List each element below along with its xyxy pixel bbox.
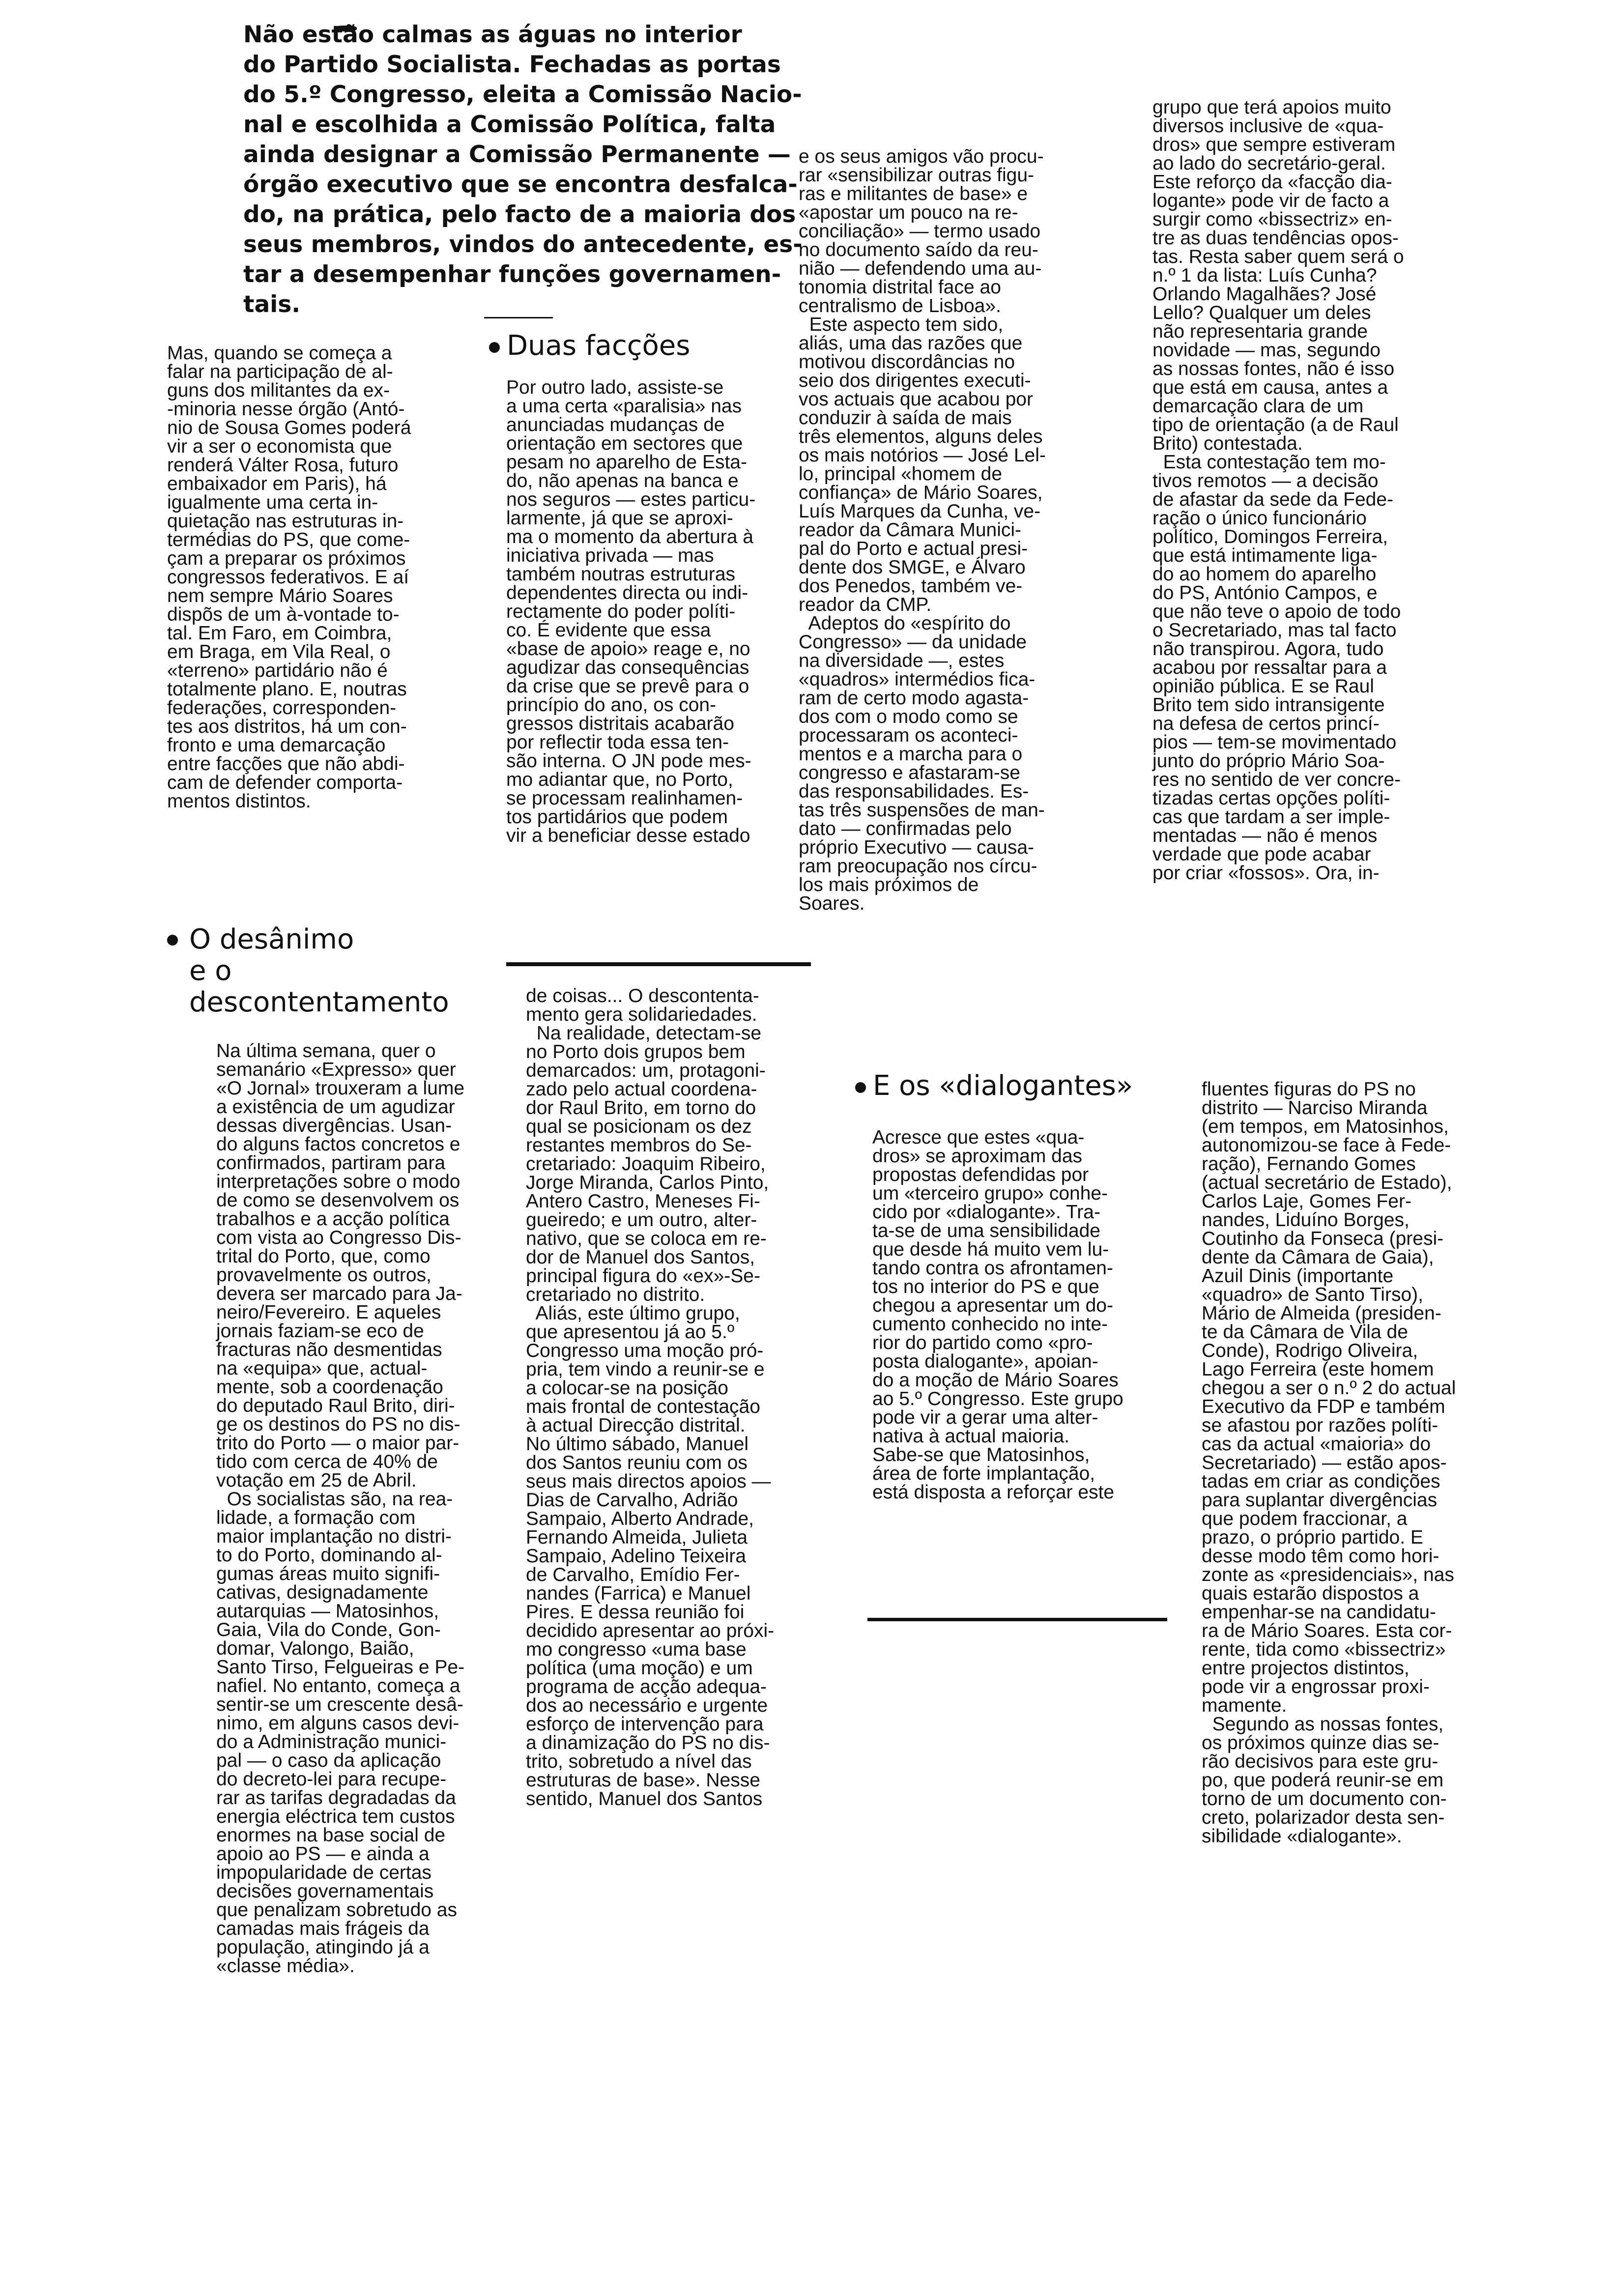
heading-desanimo-text: O desânimo e o descontentamento [189,923,449,1018]
divider-short [484,317,553,318]
column-4-text: grupo que terá apoios muito diversos inclusive de «qua- dros» que sempre estiveram ao lado do secretário-geral. Este reforço da «facção dia- logante» pode vir de facto a surgir como «bissectriz» en- tre as duas tendências opos- tas. Resta saber quem será o n.º 1 da lista: Luís Cunha? Orlando Magalhães? José Lello? Qualquer um deles não representaria grande novidade — mas, segundo as nossas fontes, não é isso que está em causa, antes a demarcação clara de um tipo de orientação (a de Raul Brito) contestada. Esta contestação tem mo- tivos remotos — a decisão de afastar da sede da Fede- ração o único funcionário político, Domingos Ferreira, que está intimamente liga- do ao homem do aparelho do PS, António Campos, e que não teve o apoio de todo o Secretariado, mas tal facto não transpirou. Agora, tudo acabou por ressaltar para a opinião pública. E se Raul Brito tem sido intransigente na defesa de certos princí- pios — tem-se movimentado junto do próprio Mário Soa- res no sentido de ver concre- tizadas certas opções políti- cas que tardam a ser imple- mentadas — não é menos verdade que pode acabar por criar «fossos». Ora, in- [1152,97,1404,884]
column-3-dialogantes: Acresce que estes «qua- dros» se aproximam das propostas defendidas por um «terceiro grupo» conhe- cido por «dialogante». Tra- ta-se de uma sensibilidade que desde há muito vem lu- tando contra os afrontamen- tos no interior do PS e que chegou a apresentar um do- cumento conhecido no inte- rior do partido como «pro- posta dialogante», apoian- do a moção de Mário Soares ao 5.º Congresso. Este grupo pode vir a gerar uma alter- nativa à actual maioria. Sabe-se que Matosinhos, área de forte implantação, está disposta a reforçar este [872,1127,1123,1503]
column-2-continued: de coisas... O descontenta- mento gera solidariedades. Na realidade, detectam-se no Porto dois grupos bem demarcados: um, protagoni- zado pelo actual coordena- dor Raul Brito, em torno do qual se posicionam os dez restantes membros do Se- cretariado: Joaquim Ribeiro, Jorge Miranda, Carlos Pinto, Antero Castro, Meneses Fi- gueiredo; e um outro, alter- nativo, que se coloca em re- dor de Manuel dos Santos, principal figura do «ex»-Se- cretariado no distrito. Aliás, este último grupo, que apresentou já ao 5.º Congresso uma moção pró- pria, tem vindo a reunir-se e a colocar-se na posição mais frontal de contestação à actual Direcção distrital. No último sábado, Manuel dos Santos reuniu com os seus mais directos apoios — Dias de Carvalho, Adrião Sampaio, Alberto Andrade, Fernando Almeida, Julieta Sampaio, Adelino Teixeira de Carvalho, Emídio Fer- nandes (Farrica) e Manuel Pires. E dessa reunião foi decidido apresentar ao próxi- mo congresso «uma base política (uma moção) e um programa de acção adequa- dos ao necessário e urgente esforço de intervenção para a dinamização do PS no dis- trito, sobretudo a nível das estruturas de base». Nesse sentido, Manuel dos Santos [526,985,775,1809]
bullet-icon [167,935,178,946]
divider-thick [506,962,811,966]
column-2-faccoes: Por outro lado, assiste-se a uma certa «paralisia» nas anunciadas mudanças de orientação em sectores que pesam no aparelho de Esta- do, não apenas na banca e nos seguros — estes particu- larmente, já que se aproxi- ma o momento da abertura à iniciativa privada — mas também noutras estruturas dependentes directa ou indi- rectamente do poder políti- co. É evidente que essa «base de apoio» reage e, no agudizar das consequências da crise que se prevê para o princípio do ano, os con- gressos distritais acabarão por reflectir toda essa ten- são interna. O JN pode mes- mo adiantar que, no Porto, se processam realinhamen- tos partidários que podem vir a beneficiar desse estado [506,377,756,846]
divider-bottom [867,1618,1167,1621]
bullet-icon [489,342,500,353]
column-4-continued: fluentes figuras do PS no distrito — Narciso Miranda (em tempos, em Matosinhos, autonomizou-se face à Fede- ração), Fernando Gomes (actual secretário de Estado), Carlos Laje, Gomes Fer- nandes, Liduíno Borges, Coutinho da Fonseca (presi- dente da Câmara de Gaia), Azuil Dinis (importante «quadro» de Santo Tirso), Mário de Almeida (presiden- te da Câmara de Vila de Conde), Rodrigo Oliveira, Lago Ferreira (este homem chegou a ser o n.º 2 do actual Executivo da FDP e também se afastou por razões políti- cas da actual «maioria» do Secretariado) — estão apos- tadas em criar as condições para suplantar divergências que podem fraccionar, a prazo, o próprio partido. E desse modo têm como hori- zonte as «presidenciais», nas quais estarão dispostos a empenhar-se na candidatu- ra de Mário Soares. Esta cor- rente, tida como «bissectriz» entre projectos distintos, pode vir a engrossar proxi- mamente. Segundo as nossas fontes, os próximos quinze dias se- rão decisivos para este gru- po, que poderá reunir-se em torno de um documento con- creto, polarizador desta sen- sibilidade «dialogante». [1202,1079,1456,1847]
column-1-intro: Mas, quando se começa a falar na participação de al- guns dos militantes da ex- -minoria nesse órgão (Antó- nio de Sousa Gomes poderá vir a ser o economista que renderá Válter Rosa, futuro embaixador em Paris), há igualmente uma certa in- quietação nas estruturas in- termédias do PS, que come- çam a preparar os próximos congressos federativos. E aí nem sempre Mário Soares dispõs de um à-vontade to- tal. Em Faro, em Coimbra, em Braga, em Vila Real, o «terreno» partidário não é totalmente plano. E, noutras federações, corresponden- tes aos distritos, há um con- fronto e uma demarcação entre facções que não abdi- cam de defender comporta- mentos distintos. [167,343,411,812]
lead-paragraph: Não estão calmas as águas no interior do Partido Socialista. Fechadas as portas do 5.º Congresso, eleita a Comissão Nacio- nal e escolhida a Comissão Política, falta ainda designar a Comissão Permanente — órgão executivo que se encontra desfalca- do, na prática, pelo facto de a maioria dos seus membros, vindos do antecedente, es- tar a desempenhar funções governamen- tais. [243,21,803,318]
heading-dialogantes-text: E os «dialogantes» [873,1070,1133,1102]
column-1-desanimo: Na última semana, quer o semanário «Expresso» quer «O Jornal» trouxeram a lume a existência de um agudizar dessas divergências. Usan- do alguns factos concretos e confirmados, partiram para interpretações sobre o modo de como se desenvolvem os trabalhos e a acção política com vista ao Congresso Dis- trital do Porto, que, como provavelmente os outros, devera ser marcado para Ja- neiro/Fevereiro. E aqueles jornais faziam-se eco de fracturas não desmentidas na «equipa» que, actual- mente, sob a coordenação do deputado Raul Brito, diri- ge os destinos do PS no dis- trito do Porto — o maior par- tido com cerca de 40% de votação em 25 de Abril. Os socialistas são, na rea- lidade, a formação com maior implantação no distri- to do Porto, dominando al- gumas áreas muito signifi- cativas, designadamente autarquias — Matosinhos, Gaia, Vila do Conde, Gon- domar, Valongo, Baião, Santo Tirso, Felgueiras e Pe- nafiel. No entanto, começa a sentir-se um crescente desâ- nimo, em alguns casos devi- do a Administração munici- pal — o caso da aplicação do decreto-lei para recupe- rar as tarifas degradadas da energia eléctrica tem custos enormes na base social de apoio ao PS — e ainda a impopularidade de certas decisões governamentais que penalizam sobretudo as camadas mais frágeis da população, atingindo já a «classe média». [216,1040,465,1977]
bullet-icon [855,1082,866,1093]
heading-faccoes [489,330,690,362]
heading-dialogantes [855,1070,1133,1102]
column-3-text: e os seus amigos vão procu- rar «sensibilizar outras figu- ras e militantes de base» e «apostar um pouco na re- conciliação» — termo usado no documento saído da reu- nião — defendendo uma au- tonomia distrital face ao centralismo de Lisboa». Este aspecto tem sido, aliás, uma das razões que motivou discordâncias no seio dos dirigentes executi- vos actuais que acabou por conduzir à saída de mais três elementos, alguns deles os mais notórios — José Lel- lo, principal «homem de confiança» de Mário Soares, Luís Marques da Cunha, ve- reador da Câmara Munici- pal do Porto e actual presi- dente dos SMGE, e Álvaro dos Penedos, também ve- reador da CMP. Adeptos do «espírito do Congresso» — da unidade na diversidade —, estes «quadros» intermédios fica- ram de certo modo agasta- dos com o modo como se processaram os aconteci- mentos e a marcha para o congresso e afastaram-se das responsabilidades. Es- tas três suspensões de man- dato — confirmadas pelo próprio Executivo — causa- ram preocupação nos círcu- los mais próximos de Soares. [799,146,1046,914]
heading-desanimo [189,924,449,1018]
heading-faccoes-text: Duas facções [507,330,691,362]
